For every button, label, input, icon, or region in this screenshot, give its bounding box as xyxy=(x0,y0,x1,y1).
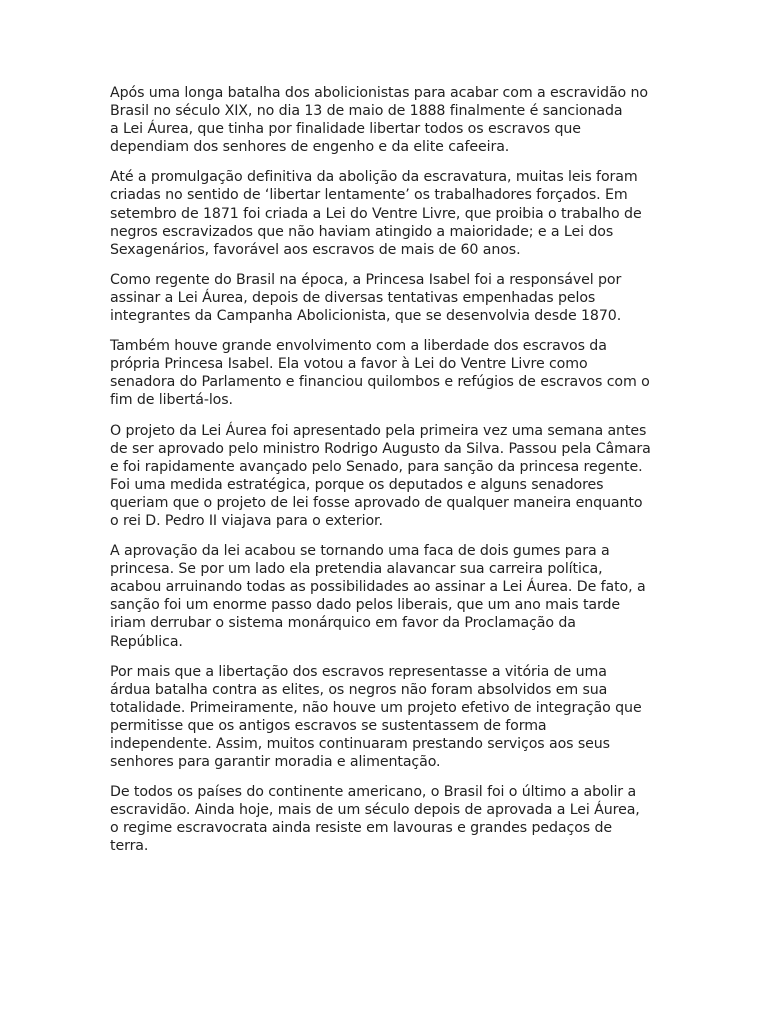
paragraph: De todos os países do continente americano, o Brasil foi o último a abolir a escravidão. Ainda hoje, mais de um século depois de aprovada a Lei Áurea, o regime escravocrata ainda resiste em lavouras e grandes pedaços de terra. xyxy=(110,784,640,855)
document-body xyxy=(110,84,662,868)
paragraph: O projeto da Lei Áurea foi apresentado pela primeira vez uma semana antes de ser aprovado pelo ministro Rodrigo Augusto da Silva. Passou pela Câmara e foi rapidamente avançado pelo Senado, para sanção da princesa regente. Foi uma medida estratégica, porque os deputados e alguns senadores queriam que o projeto de lei fosse aprovado de qualquer maneira enquanto o rei D. Pedro II viajava para o exterior. xyxy=(110,422,651,529)
paragraph: Até a promulgação definitiva da abolição da escravatura, muitas leis foram criadas no sentido de ‘libertar lentamente’ os trabalhadores forçados. Em setembro de 1871 foi criada a Lei do Ventre Livre, que proibia o trabalho de negros escravizados que não haviam atingido a maioridade; e a Lei dos Sexagenários, favorável aos escravos de mais de 60 anos. xyxy=(110,169,642,258)
paragraph: Também houve grande envolvimento com a liberdade dos escravos da própria Princesa Isabel. Ela votou a favor à Lei do Ventre Livre como senadora do Parlamento e financiou quilombos e refúgios de escravos com o fim de libertá-los. xyxy=(110,338,650,409)
paragraph: Como regente do Brasil na época, a Princesa Isabel foi a responsável por assinar a Lei Áurea, depois de diversas tentativas empenhadas pelos integrantes da Campanha Abolicionista, que se desenvolvia desde 1870. xyxy=(110,271,622,325)
paragraph: Por mais que a libertação dos escravos representasse a vitória de uma árdua batalha contra as elites, os negros não foram absolvidos em sua totalidade. Primeiramente, não houve um projeto efetivo de integração que permitisse que os antigos escravos se sustentassem de forma independente. Assim, muitos continuaram prestando serviços aos seus senhores para garantir moradia e alimentação. xyxy=(110,663,642,771)
paragraph: A aprovação da lei acabou se tornando uma faca de dois gumes para a princesa. Se por um lado ela pretendia alavancar sua carreira política, acabou arruinando todas as possibilidades ao assinar a Lei Áurea. De fato, a sanção foi um enorme passo dado pelos liberais, que um ano mais tarde iriam derrubar o sistema monárquico em favor da Proclamação da República. xyxy=(110,543,646,650)
paragraph: Após uma longa batalha dos abolicionistas para acabar com a escravidão no Brasil no século XIX, no dia 13 de maio de 1888 finalmente é sancionada a Lei Áurea, que tinha por finalidade libertar todos os escravos que dependiam dos senhores de engenho e da elite cafeeira. xyxy=(110,85,649,156)
